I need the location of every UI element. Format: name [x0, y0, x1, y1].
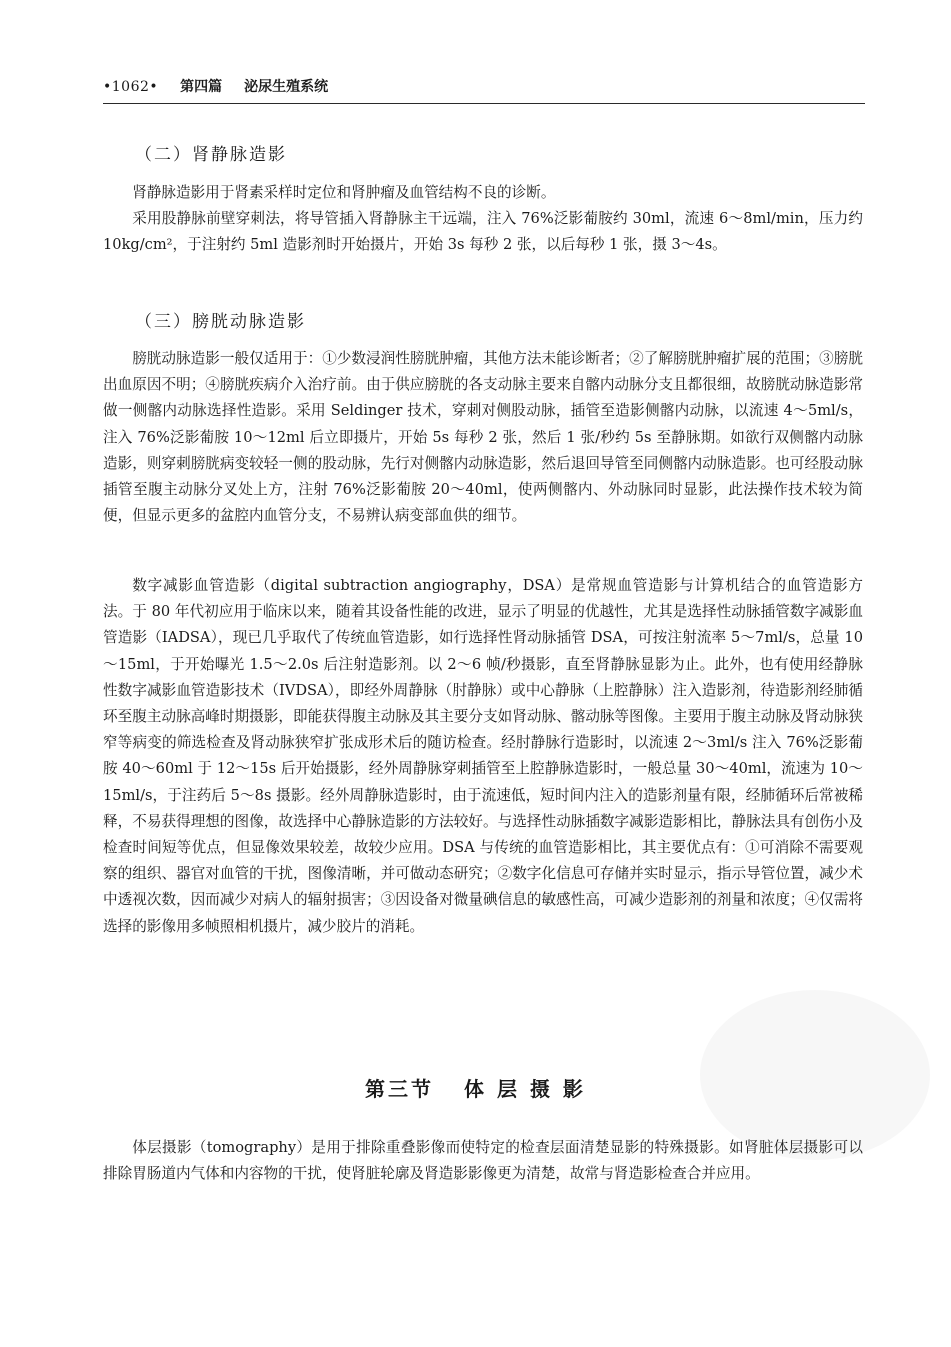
- page-number: •1062•: [103, 79, 159, 95]
- paragraph: 采用股静脉前壁穿刺法，将导管插入肾静脉主干远端，注入 76%泛影葡胺约 30ml，流速 6～8ml/min，压力约 10kg/cm²，于注射约 5ml 造影剂时开始摄片，开始 3s 每秒 2 张，以后每秒 1 张，摄 3～4s。: [103, 210, 863, 254]
- header-rule: [103, 103, 865, 104]
- section-name: 体 层 摄 影: [464, 1077, 586, 1101]
- subheading-bladder-arteriography: （三）膀胱动脉造影: [135, 312, 306, 332]
- paragraph: 肾静脉造影用于肾素采样时定位和肾肿瘤及血管结构不良的诊断。: [132, 184, 556, 201]
- subheading-renal-venography: （二）肾静脉造影: [135, 145, 287, 165]
- part-label: 第四篇: [180, 79, 223, 95]
- paragraph: 数字减影血管造影（digital subtraction angiography，DSA）是常规血管造影与计算机结合的血管造影方法。于 80 年代初应用于临床以来，随着其设备性能的改进，显示了明显的优越性，尤其是选择性动脉插管数字减影血管造影（IADSA），现已几乎取代了传统血管造影，如行选择性肾动脉插管 DSA，可按注射流率 5～7ml/s，总量 10～15ml，于开始曝光 1.5～2.0s 后注射造影剂。以 2～6 帧/秒摄影，直至肾静脉显影为止。此外，也有使用经静脉性数字减影血管造影技术（IVDSA），即经外周静脉（肘静脉）或中心静脉（上腔静脉）注入造影剂，待造影剂经肺循环至腹主动脉高峰时期摄影，即能获得腹主动脉及其主要分支如肾动脉、髂动脉等图像。主要用于腹主动脉及肾动脉狭窄等病变的筛选检查及肾动脉狭窄扩张成形术后的随访检查。经肘静脉行造影时，以流速 2～3ml/s 注入 76%泛影葡胺 40～60ml 于 12～15s 后开始摄影，经外周静脉穿刺插管至上腔静脉造影时，一般总量 30～40ml，流速为 10～15ml/s，于注药后 5～8s 摄影。经外周静脉造影时，由于流速低，短时间内注入的造影剂量有限，经肺循环后常被稀释，不易获得理想的图像，故选择中心静脉造影的方法较好。与选择性动脉插数字减影造影相比，静脉法具有创伤小及检查时间短等优点，但显像效果较差，故较少应用。DSA 与传统的血管造影相比，其主要优点有：①可消除不需要观察的组织、器官对血管的干扰，图像清晰，并可做动态研究；②数字化信息可存储并实时显示，指示导管位置，减少术中透视次数，因而减少对病人的辐射损害；③因设备对微量碘信息的敏感性高，可减少造影剂的剂量和浓度；④仅需将选择的影像用多帧照相机摄片，减少胶片的消耗。: [103, 577, 863, 935]
- paragraph: 膀胱动脉造影一般仅适用于：①少数浸润性膀胱肿瘤，其他方法未能诊断者；②了解膀胱肿瘤扩展的范围；③膀胱出血原因不明；④膀胱疾病介入治疗前。由于供应膀胱的各支动脉主要来自髂内动脉分支且都很细，故膀胱动脉造影常做一侧髂内动脉选择性造影。采用 Seldinger 技术，穿刺对侧股动脉，插管至造影侧髂内动脉，以流速 4～5ml/s，注入 76%泛影葡胺 10～12ml 后立即摄片，开始 5s 每秒 2 张，然后 1 张/秒约 5s 至静脉期。如欲行双侧髂内动脉造影，则穿刺膀胱病变较轻一侧的股动脉，先行对侧髂内动脉造影，然后退回导管至同侧髂内动脉造影。也可经股动脉插管至腹主动脉分叉处上方，注射 76%泛影葡胺 20～40ml，使两侧髂内、外动脉同时显影，此法操作技术较为简便，但显示更多的盆腔内血管分支，不易辨认病变部血供的细节。: [103, 350, 863, 525]
- paragraph: 体层摄影（tomography）是用于排除重叠影像而使特定的检查层面清楚显影的特殊摄影。如肾脏体层摄影可以排除胃肠道内气体和内容物的干扰，使肾脏轮廓及肾造影影像更为清楚，故常与肾造影检查合并应用。: [103, 1139, 863, 1183]
- running-header: [103, 76, 865, 96]
- faint-watermark: [700, 990, 930, 1160]
- section-number: 第三节: [365, 1077, 435, 1101]
- system-label: 泌尿生殖系统: [244, 79, 329, 95]
